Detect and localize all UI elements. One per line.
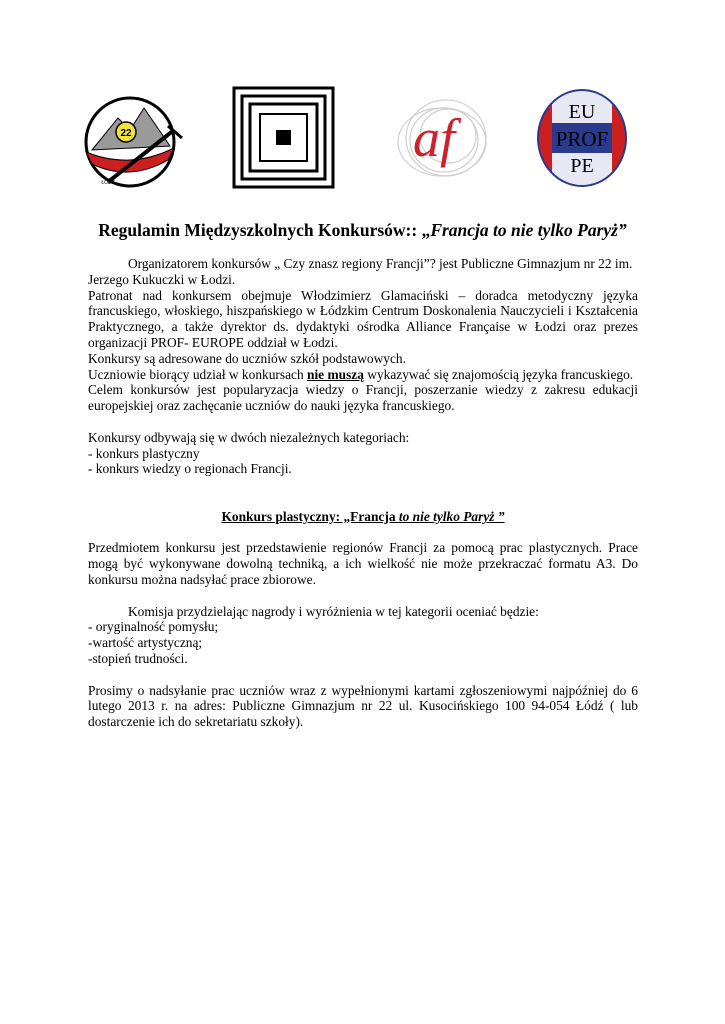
document-title (0, 220, 725, 241)
school-logo (78, 90, 188, 190)
intro-p3: Konkursy są adresowane do uczniów szkół podstawowych. (88, 350, 406, 366)
criteria-item: -wartość artystyczną; (88, 635, 203, 651)
intro-p1-line1: Organizatorem konkursów „ Czy znasz regiony Francji”? jest Publiczne Gimnazjum nr 22 im. (128, 256, 633, 271)
spacer (88, 667, 638, 683)
badge-caption: ŁÓDŹ (101, 180, 115, 186)
intro-p4-c: wykazywać się znajomością języka francuskiego. (363, 366, 634, 382)
contest-p1-line1: Przedmiotem konkursu jest przedstawienie regionów Francji za pomocą prac plastycznych. Prace (88, 540, 638, 556)
intro-p2-line1: Patronat nad konkursem obejmuje Włodzimierz Glamaciński – doradca metodyczny języka (88, 287, 638, 303)
intro-p4 (88, 367, 638, 383)
intro-p2-line2: francuskiego, włoskiego, hiszpańskiego w Łódzkim Centrum Doskonalenia Nauczycieli i Kształcenia (88, 303, 638, 319)
categories-lead: Konkursy odbywają się w dwóch niezależnych kategoriach: (88, 429, 410, 445)
category-item: - konkurs wiedzy o regionach Francji. (88, 461, 292, 477)
criteria-item: -stopień trudności. (88, 650, 188, 666)
spacer (88, 588, 638, 604)
intro-p1-line2: Jerzego Kukuczki w Łodzi. (88, 271, 236, 287)
intro-p5-line1: Celem konkursów jest popularyzacja wiedzy o Francji, poszerzanie wiedzy z zakresu edukacji (88, 382, 638, 398)
logo-row (0, 80, 725, 200)
spacer (88, 525, 638, 541)
contest-p2-line1: Prosimy o nadsyłanie prac uczniów wraz z wypełnionymi kartami zgłoszeniowymi najpóźniej do 6 (88, 682, 638, 698)
title-colon: : „ (411, 220, 431, 240)
document-body (88, 256, 638, 730)
contest-heading-a: Konkurs plastyczny: „Francja (221, 508, 399, 524)
title-italic: Francja to nie tylko Paryż (430, 220, 618, 240)
contest-p1-line3: konkursu można nadsyłać prace zbiorowe. (88, 571, 316, 587)
intro-p4-a: Uczniowie biorący udział w konkursach (88, 366, 308, 382)
concentric-squares-logo (232, 86, 335, 189)
category-item: - konkurs plastyczny (88, 445, 200, 461)
intro-p4-emphasis: nie muszą (307, 366, 364, 382)
spacer (88, 493, 638, 509)
badge-number: 22 (120, 128, 132, 139)
intro-p2-line4: organizacji PROF- EUROPE oddział w Łodzi. (88, 334, 338, 350)
criteria-item: - oryginalność pomysłu; (88, 619, 219, 635)
contest-p2-line3: dostarczenie ich do sekretariatu szkoły). (88, 714, 304, 730)
contest-heading (88, 509, 638, 525)
spacer (88, 477, 638, 493)
eu-text: EU (568, 101, 596, 123)
criteria-lead: Komisja przydzielając nagrody i wyróżnienia w tej kategorii oceniać będzie: (128, 603, 539, 619)
title-close: ” (617, 220, 627, 240)
contest-heading-b: to nie tylko Paryż ” (398, 508, 505, 524)
prof-text: PROF (555, 127, 609, 151)
intro-p2-line3: Praktycznego, a także dyrektor ds. dydaktyki ośrodka Alliance Française w Łodzi oraz prezes (88, 319, 638, 335)
contest-p2-line2: lutego 2013 r. na adres: Publiczne Gimnazjum nr 22 ul. Kusocińskiego 100 94-054 Łódź ( lub (88, 698, 638, 714)
intro-p5-line2: europejskiej oraz zachęcanie uczniów do nauki języka francuskiego. (88, 398, 455, 414)
alliance-francaise-logo (384, 90, 492, 190)
title-main: Regulamin Międzyszkolnych Konkursów: (98, 220, 412, 240)
prof-europe-logo (536, 88, 628, 188)
af-mark: af (412, 108, 456, 168)
spacer (88, 414, 638, 430)
pe-text: PE (570, 155, 594, 177)
contest-p1-line2: mogą być wykonywane dowolną techniką, a ich wielkość nie może przekraczać formatu A3. Do (88, 556, 638, 572)
